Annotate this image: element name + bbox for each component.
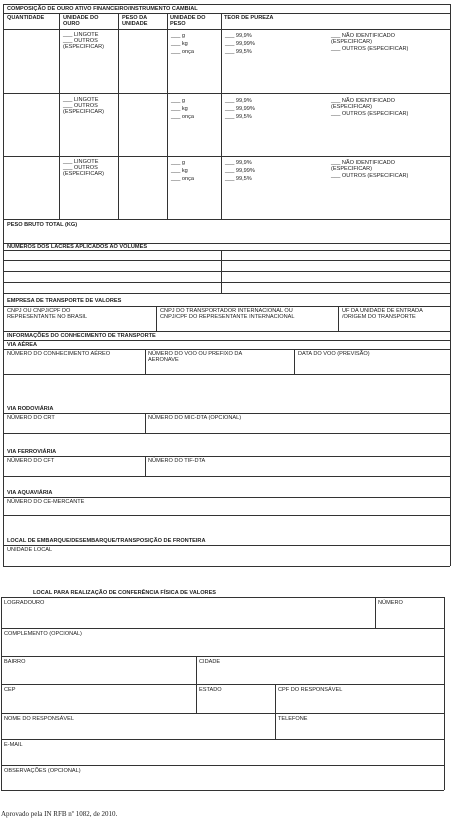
option-g[interactable]: ___ g: [171, 33, 185, 39]
section-title-composition: COMPOSIÇÃO DE OURO ATIVO FINANCEIRO/INSTRUMENTO CAMBIAL: [7, 6, 198, 12]
option-nao-id-especificar: (ESPECIFICAR): [331, 166, 373, 172]
option-onca[interactable]: ___ onça: [171, 49, 195, 55]
option-lingote[interactable]: ___ LINGOTE: [63, 97, 99, 103]
complemento-field[interactable]: COMPLEMENTO (OPCIONAL): [4, 631, 82, 637]
uf-entrada-field[interactable]: UF DA UNIDADE DE ENTRADA: [342, 308, 423, 314]
header-unidade-peso-2: PESO: [170, 21, 186, 27]
option-995[interactable]: ___ 99,5%: [225, 114, 252, 120]
header-teor-pureza: TEOR DE PUREZA: [224, 15, 274, 21]
header-unidade-ouro: UNIDADE DO: [63, 15, 99, 21]
option-g[interactable]: ___ g: [171, 160, 185, 166]
option-9999[interactable]: ___ 99,99%: [225, 41, 255, 47]
data-voo-field[interactable]: DATA DO VOO (PREVISÃO): [298, 351, 370, 357]
local-embarque-title: LOCAL DE EMBARQUE/DESEMBARQUE/TRANSPOSIÇÃO DE FRONTEIRA: [7, 538, 206, 544]
cep-field[interactable]: CEP: [4, 687, 16, 693]
cnpj-internacional-field-2: CNPJ/CPF DO REPRESENTANTE INTERNACIONAL: [160, 314, 295, 320]
option-995[interactable]: ___ 99,5%: [225, 176, 252, 182]
via-aquaviaria-title: VIA AQUAVIÁRIA: [7, 490, 53, 496]
option-outros-especificar[interactable]: ___ OUTROS (ESPECIFICAR): [331, 46, 409, 52]
nome-responsavel-field[interactable]: NOME DO RESPONSÁVEL: [4, 716, 74, 722]
option-lingote[interactable]: ___ LINGOTE: [63, 32, 99, 38]
option-nao-id-especificar: (ESPECIFICAR): [331, 104, 373, 110]
numero-voo-field-2: AERONAVE: [148, 357, 179, 363]
peso-bruto-label: PESO BRUTO TOTAL (KG): [7, 222, 78, 228]
header-quantidade: QUANTIDADE: [7, 15, 45, 21]
numero-crt-field[interactable]: NÚMERO DO CRT: [7, 415, 55, 421]
option-outros-especificar[interactable]: ___ OUTROS (ESPECIFICAR): [331, 173, 409, 179]
transport-section: [3, 293, 450, 566]
option-nao-id-especificar: (ESPECIFICAR): [331, 39, 373, 45]
option-nao-identificado[interactable]: ___ NÃO IDENTIFICADO: [331, 98, 396, 104]
option-999[interactable]: ___ 99,9%: [225, 33, 252, 39]
bairro-field[interactable]: BAIRRO: [4, 659, 26, 665]
conference-title: LOCAL PARA REALIZAÇÃO DE CONFERÊNCIA FÍSICA DE VALORES: [33, 590, 217, 596]
info-conhecimento-title: INFORMAÇÕES DO CONHECIMENTO DE TRANSPORTE: [7, 333, 156, 339]
option-999[interactable]: ___ 99,9%: [225, 160, 252, 166]
option-9999[interactable]: ___ 99,99%: [225, 106, 255, 112]
option-especificar: (ESPECIFICAR): [63, 171, 105, 177]
option-995[interactable]: ___ 99,5%: [225, 49, 252, 55]
option-outros-especificar[interactable]: ___ OUTROS (ESPECIFICAR): [331, 111, 409, 117]
option-nao-identificado[interactable]: ___ NÃO IDENTIFICADO: [331, 33, 396, 39]
header-unidade-ouro-2: OURO: [63, 21, 80, 27]
numero-tif-field[interactable]: NÚMERO DO TIF-DTA: [148, 458, 206, 464]
logradouro-field[interactable]: LOGRADOURO: [4, 600, 45, 606]
option-999[interactable]: ___ 99,9%: [225, 98, 252, 104]
numero-mic-field[interactable]: NÚMERO DO MIC-DTA (OPCIONAL): [148, 415, 242, 421]
option-outros[interactable]: ___ OUTROS: [63, 103, 98, 109]
gold-composition-table: [3, 4, 450, 250]
empresa-transporte-title: EMPRESA DE TRANSPORTE DE VALORES: [7, 298, 122, 304]
option-kg[interactable]: ___ kg: [171, 168, 188, 174]
option-9999[interactable]: ___ 99,99%: [225, 168, 255, 174]
cnpj-brasil-field[interactable]: CNPJ OU CNPJ/CPF DO: [7, 308, 71, 314]
unidade-local-field[interactable]: UNIDADE LOCAL: [7, 547, 53, 553]
conhecimento-aereo-field[interactable]: NÚMERO DO CONHECIMENTO AÉREO: [7, 351, 111, 357]
option-kg[interactable]: ___ kg: [171, 41, 188, 47]
cnpj-internacional-field[interactable]: CNPJ DO TRANSPORTADOR INTERNACIONAL OU: [160, 308, 293, 314]
option-g[interactable]: ___ g: [171, 98, 185, 104]
conference-table: [1, 597, 444, 790]
lacres-grid[interactable]: [3, 250, 450, 293]
numero-field[interactable]: NÚMERO: [378, 600, 403, 606]
estado-field[interactable]: ESTADO: [199, 687, 222, 693]
cpf-responsavel-field[interactable]: CPF DO RESPONSÁVEL: [278, 687, 343, 693]
option-kg[interactable]: ___ kg: [171, 106, 188, 112]
option-nao-identificado[interactable]: ___ NÃO IDENTIFICADO: [331, 160, 396, 166]
option-outros[interactable]: ___ OUTROS: [63, 165, 98, 171]
cidade-field[interactable]: CIDADE: [199, 659, 221, 665]
option-outros[interactable]: ___ OUTROS: [63, 38, 98, 44]
header-unidade-peso: UNIDADE DO: [170, 15, 206, 21]
option-onca[interactable]: ___ onça: [171, 114, 195, 120]
observacoes-field[interactable]: OBSERVAÇÕES (OPCIONAL): [4, 768, 81, 774]
lacres-label: NÚMEROS DOS LACRES APLICADOS AO VOLUMES: [7, 244, 148, 250]
via-ferroviaria-title: VIA FERROVIÁRIA: [7, 449, 57, 455]
option-especificar: (ESPECIFICAR): [63, 44, 105, 50]
via-rodoviaria-title: VIA RODOVIÁRIA: [7, 406, 54, 412]
header-peso-unidade: PESO DA: [122, 15, 148, 21]
ce-mercante-field[interactable]: NÚMERO DO CE-MERCANTE: [7, 499, 85, 505]
telefone-field[interactable]: TELEFONE: [278, 716, 308, 722]
via-aerea-title: VIA AÉREA: [7, 342, 38, 348]
option-lingote[interactable]: ___ LINGOTE: [63, 159, 99, 165]
option-especificar: (ESPECIFICAR): [63, 109, 105, 115]
uf-entrada-field-2: /ORIGEM DO TRANSPORTE: [342, 314, 416, 320]
numero-voo-field[interactable]: NÚMERO DO VOO OU PREFIXO DA: [148, 351, 243, 357]
footer-approval: Aprovado pela IN RFB nº 1082, de 2010.: [1, 810, 118, 818]
option-onca[interactable]: ___ onça: [171, 176, 195, 182]
cnpj-brasil-field-2: REPRESENTANTE NO BRASIL: [7, 314, 88, 320]
email-field[interactable]: E-MAIL: [4, 742, 23, 748]
header-peso-unidade-2: UNIDADE: [122, 21, 148, 27]
numero-cft-field[interactable]: NÚMERO DO CFT: [7, 458, 55, 464]
